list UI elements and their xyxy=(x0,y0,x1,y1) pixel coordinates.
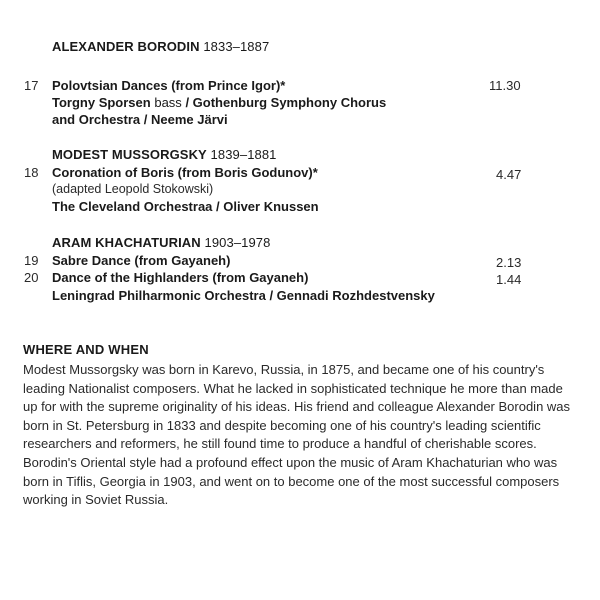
composer-years: 1903–1978 xyxy=(204,235,271,250)
track-number: 17 xyxy=(24,78,39,93)
paragraph-line: working in Soviet Russia. xyxy=(23,492,169,508)
performer-ensemble: / Gothenburg Symphony Chorus xyxy=(185,95,387,110)
performer-line xyxy=(52,95,386,110)
body-paragraph xyxy=(23,361,583,510)
track-number: 20 xyxy=(24,270,39,285)
composer-heading-borodin xyxy=(52,39,269,54)
performer-name: Torgny Sporsen xyxy=(52,95,151,110)
track-title: Dance of the Highlanders (from Gayaneh) xyxy=(52,270,309,285)
track-duration: 4.47 xyxy=(496,167,522,182)
paragraph-line: leading Nationalist composers. What he lacked in sophisticated technique he more than made xyxy=(23,380,563,396)
paragraph-line: born in Tiflis, Georgia in 1903, and went on to become one of the most successful composers xyxy=(23,473,560,489)
composer-heading-khachaturian xyxy=(52,235,270,250)
paragraph-line: Modest Mussorgsky was born in Karevo, Russia, in 1875, and became one of his country's xyxy=(23,362,545,377)
track-duration: 1.44 xyxy=(496,272,522,287)
performer-line: Leningrad Philharmonic Orchestra / Gennadi Rozhdestvensky xyxy=(52,288,435,303)
paragraph-line: researchers and reformers, he still found time to produce a handful of cherishable scores. xyxy=(23,436,537,452)
track-title: Sabre Dance (from Gayaneh) xyxy=(52,253,231,268)
track-number: 19 xyxy=(24,253,39,268)
composer-name: ALEXANDER BORODIN xyxy=(52,39,200,54)
track-number: 18 xyxy=(24,165,39,180)
composer-name: MODEST MUSSORGSKY xyxy=(52,147,207,162)
performer-line: and Orchestra / Neeme Järvi xyxy=(52,112,228,127)
composer-heading-mussorgsky xyxy=(52,147,277,162)
performer-role: bass xyxy=(154,95,182,110)
track-title: Coronation of Boris (from Boris Godunov)* xyxy=(52,165,318,180)
track-duration: 11.30 xyxy=(489,78,521,93)
paragraph-line: born in St. Petersburg in 1833 and despite becoming one of his country's leading scientific xyxy=(23,417,541,433)
paragraph-line: up for with the supreme originality of his ideas. His friend and colleague Alexander Borodin was xyxy=(23,399,571,415)
performer-line: The Cleveland Orchestraa / Oliver Knussen xyxy=(52,199,319,214)
composer-years: 1833–1887 xyxy=(203,39,270,54)
arrangement-note: (adapted Leopold Stokowski) xyxy=(52,182,214,196)
composer-years: 1839–1881 xyxy=(210,147,277,162)
track-duration: 2.13 xyxy=(496,255,522,270)
composer-name: ARAM KHACHATURIAN xyxy=(52,235,201,250)
section-heading: WHERE AND WHEN xyxy=(23,342,149,357)
track-title: Polovtsian Dances (from Prince Igor)* xyxy=(52,78,286,93)
paragraph-line: Borodin's Oriental style had a profound effect upon the music of Aram Khachaturian who was xyxy=(23,454,558,470)
